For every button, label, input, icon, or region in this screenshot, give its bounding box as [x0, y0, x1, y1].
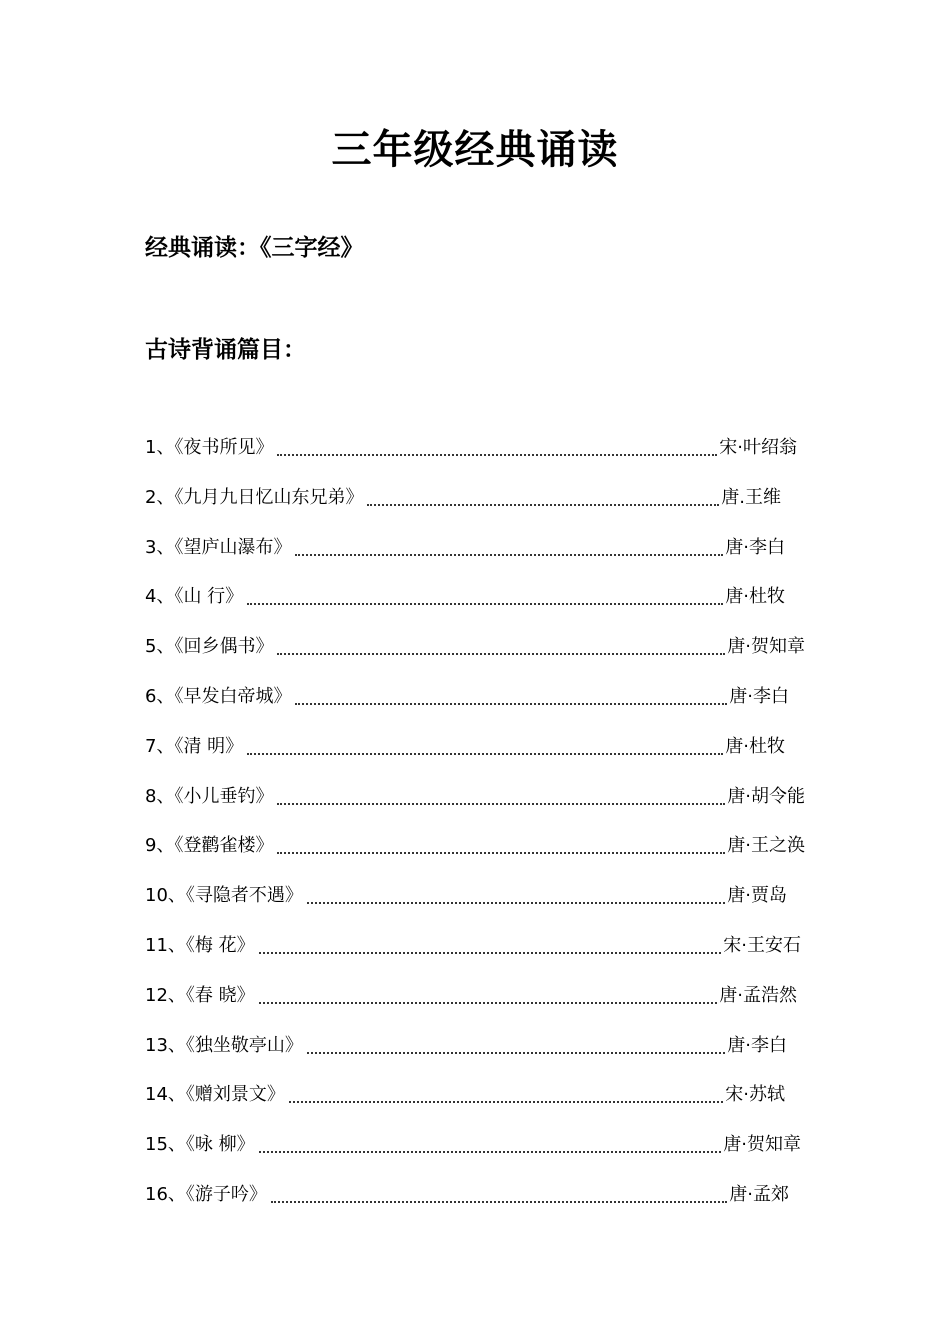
poem-entry	[145, 1181, 845, 1231]
poem-entry	[145, 733, 845, 783]
poem-title: 1、《夜书所见》	[145, 437, 274, 458]
poem-title: 4、《山 行》	[145, 586, 244, 608]
poem-author: 唐·杜牧	[725, 735, 785, 757]
poem-title: 2、《九月九日忆山东兄弟》	[145, 486, 364, 508]
leader-dots	[273, 434, 719, 462]
leader-dots	[255, 932, 724, 960]
poem-author: 唐·李白	[729, 685, 789, 707]
poem-author: 唐.王维	[721, 486, 781, 508]
classic-reading-heading: 经典诵读：《三字经》	[145, 235, 364, 261]
leader-dots	[303, 1032, 727, 1060]
poem-title: 10、《寻隐者不遇》	[145, 885, 303, 907]
poem-author: 唐·贺知章	[723, 1134, 801, 1156]
poem-entry	[145, 583, 845, 633]
poem-title: 16、《游子吟》	[145, 1183, 267, 1205]
poem-title: 12、《春 晓》	[145, 984, 255, 1006]
poem-title: 6、《早发白帝城》	[145, 685, 292, 707]
poem-title: 14、《赠刘景文》	[145, 1084, 285, 1106]
leader-dots	[291, 534, 725, 562]
leader-dots	[243, 583, 725, 611]
poem-author: 唐·杜牧	[725, 586, 785, 608]
poem-author: 唐·贺知章	[727, 636, 805, 658]
poem-entry	[145, 783, 845, 833]
poem-author: 宋·叶绍翁	[719, 437, 797, 458]
poem-title: 8、《小儿垂钓》	[145, 785, 274, 807]
poem-title: 5、《回乡偶书》	[145, 636, 274, 658]
poem-entry	[145, 882, 845, 932]
poem-author: 唐·王之涣	[727, 835, 805, 857]
leader-dots	[363, 484, 721, 512]
poem-entry	[145, 832, 845, 882]
poem-entry	[145, 1032, 845, 1082]
leader-dots	[243, 733, 725, 761]
poem-title: 7、《清 明》	[145, 735, 244, 757]
poem-entry	[145, 633, 845, 683]
poem-title: 9、《登鹳雀楼》	[145, 835, 274, 857]
poem-title: 11、《梅 花》	[145, 934, 255, 956]
leader-dots	[303, 882, 727, 910]
leader-dots	[285, 1081, 725, 1109]
leader-dots	[291, 683, 729, 711]
leader-dots	[273, 832, 727, 860]
poem-author: 唐·胡令能	[727, 785, 805, 807]
leader-dots	[255, 1131, 724, 1159]
poem-entry	[145, 484, 845, 534]
leader-dots	[273, 783, 727, 811]
leader-dots	[273, 633, 727, 661]
page-title: 三年级经典诵读	[331, 127, 619, 173]
poem-entry	[145, 982, 845, 1032]
poem-author: 唐·孟郊	[729, 1183, 789, 1205]
poem-entry	[145, 932, 845, 982]
poem-entry	[145, 1131, 845, 1181]
poem-author: 唐·李白	[725, 536, 785, 558]
poem-entry	[145, 434, 845, 484]
poem-author: 宋·王安石	[723, 934, 801, 956]
poem-list	[145, 434, 845, 1231]
poem-author: 唐·孟浩然	[719, 984, 797, 1006]
poem-entry	[145, 1081, 845, 1131]
poem-author: 宋·苏轼	[725, 1084, 785, 1106]
poem-title: 13、《独坐敬亭山》	[145, 1034, 303, 1056]
leader-dots	[267, 1181, 729, 1209]
poems-heading: 古诗背诵篇目：	[145, 337, 306, 363]
poem-entry	[145, 683, 845, 733]
poem-author: 唐·贾岛	[727, 885, 787, 907]
poem-author: 唐·李白	[727, 1034, 787, 1056]
poem-entry	[145, 534, 845, 584]
poem-title: 3、《望庐山瀑布》	[145, 536, 292, 558]
poem-title: 15、《咏 柳》	[145, 1134, 255, 1156]
leader-dots	[255, 982, 720, 1010]
